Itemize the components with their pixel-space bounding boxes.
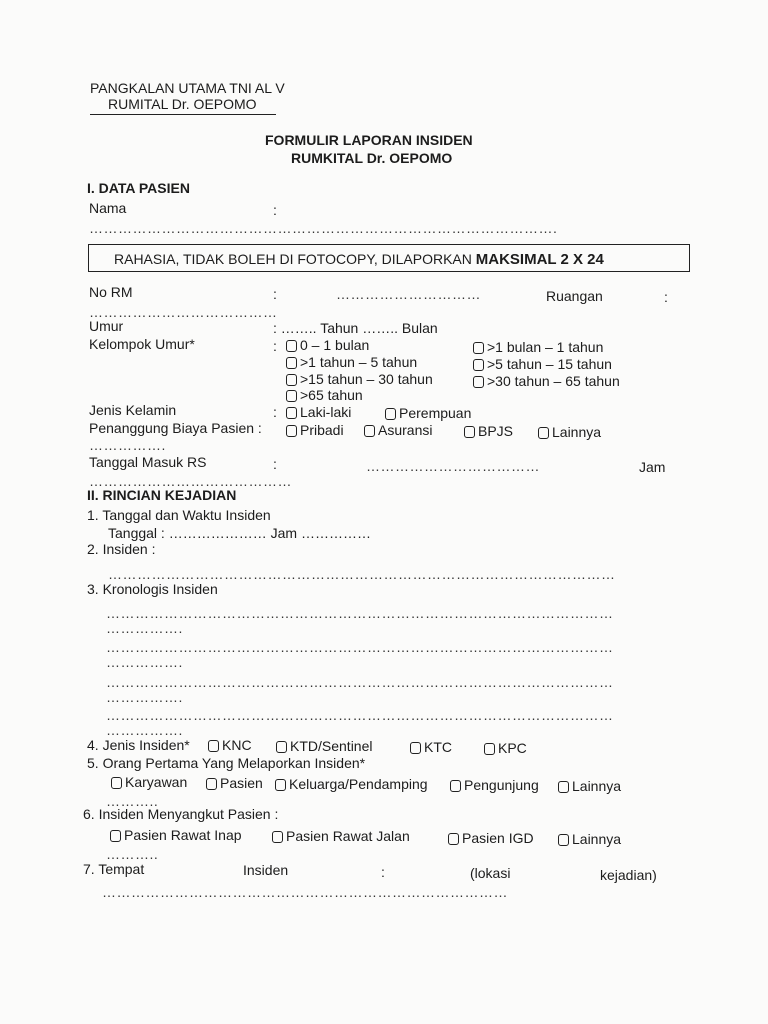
confidential-notice: RAHASIA, TIDAK BOLEH DI FOTOCOPY, DILAPORKAN MAKSIMAL 2 X 24 [114, 251, 604, 268]
age-option-30-65-tahun[interactable]: >30 tahun – 65 tahun [473, 373, 620, 389]
pasien-option-igd[interactable]: Pasien IGD [448, 830, 534, 846]
item7-insiden: Insiden [243, 862, 289, 878]
checkbox-icon [275, 779, 286, 791]
checkbox-icon [208, 740, 219, 752]
norm-field[interactable]: ………………………… [336, 286, 481, 302]
checkbox-icon [464, 426, 475, 438]
age-option-1bulan-1tahun[interactable]: >1 bulan – 1 tahun [473, 339, 603, 355]
item5-label: 5. Orang Pertama Yang Melaporkan Insiden* [87, 755, 366, 771]
biaya-option-asuransi[interactable]: Asuransi [364, 422, 432, 438]
umur-value[interactable]: : …….. Tahun …….. Bulan [273, 320, 438, 336]
form-subtitle: RUMKITAL Dr. OEPOMO [291, 150, 453, 166]
pasien-other-field[interactable]: ……….. [106, 846, 159, 862]
ruangan-colon: : [664, 289, 668, 305]
checkbox-icon [276, 741, 287, 753]
jenis-option-ktd-sentinel[interactable]: KTD/Sentinel [276, 738, 372, 754]
kronologis-line-3b[interactable]: ……………. [106, 689, 183, 705]
biaya-label: Penanggung Biaya Pasien : [89, 420, 262, 436]
checkbox-icon [385, 408, 396, 420]
kronologis-line-1[interactable]: …………………………………………………………………………………………… [106, 605, 614, 621]
checkbox-icon [111, 777, 122, 789]
header-underline [90, 114, 276, 115]
kelompok-umur-label: Kelompok Umur* [89, 336, 195, 352]
nama-field[interactable]: ……………………………………………………………………………………. [89, 220, 558, 236]
nama-label: Nama [89, 200, 127, 216]
item7-label: 7. Tempat [83, 861, 145, 877]
age-option-0-1-bulan[interactable]: 0 – 1 bulan [286, 337, 369, 353]
pasien-option-rawat-jalan[interactable]: Pasien Rawat Jalan [272, 828, 410, 844]
tempat-field[interactable]: ………………………………………………………………………… [102, 884, 508, 900]
age-option-65-tahun[interactable]: >65 tahun [286, 387, 363, 403]
biaya-option-pribadi[interactable]: Pribadi [286, 422, 344, 438]
checkbox-icon [558, 781, 569, 793]
ruangan-label: Ruangan [546, 288, 603, 304]
jk-option-laki-laki[interactable]: Laki-laki [286, 404, 351, 420]
kronologis-line-2[interactable]: …………………………………………………………………………………………… [106, 639, 614, 655]
kronologis-line-4[interactable]: …………………………………………………………………………………………… [106, 707, 614, 723]
item3-label: 3. Kronologis Insiden [87, 581, 218, 597]
tanggal-masuk-field[interactable]: ……………………………… [366, 458, 540, 474]
checkbox-icon [272, 831, 283, 843]
checkbox-icon [484, 743, 495, 755]
umur-label: Umur [89, 318, 124, 334]
kronologis-line-4b[interactable]: ……………. [106, 722, 183, 738]
form-title: FORMULIR LAPORAN INSIDEN [265, 132, 473, 148]
item1-label: 1. Tanggal dan Waktu Insiden [87, 507, 271, 523]
jam-field[interactable]: …………………………………… [89, 473, 292, 489]
biaya-option-lainnya[interactable]: Lainnya [538, 424, 601, 440]
jenis-option-kpc[interactable]: KPC [484, 740, 527, 756]
jenis-option-knc[interactable]: KNC [208, 737, 252, 753]
org-line1: PANGKALAN UTAMA TNI AL V [90, 80, 285, 96]
checkbox-icon [538, 427, 549, 439]
checkbox-icon [206, 778, 217, 790]
pelapor-option-pasien[interactable]: Pasien [206, 775, 263, 791]
kronologis-line-2b[interactable]: ……………. [106, 654, 183, 670]
jenis-kelamin-label: Jenis Kelamin [89, 402, 177, 418]
section1-heading: I. DATA PASIEN [87, 180, 190, 196]
item7-kejadian: kejadian) [600, 867, 657, 883]
checkbox-icon [286, 425, 297, 437]
jam-label: Jam [639, 459, 666, 475]
checkbox-icon [558, 834, 569, 846]
item2-field[interactable]: …………………………………………………………………………………………… [108, 566, 616, 582]
section2-heading: II. RINCIAN KEJADIAN [87, 487, 237, 503]
pasien-option-lainnya[interactable]: Lainnya [558, 831, 621, 847]
tanggal-masuk-label: Tanggal Masuk RS [89, 454, 207, 470]
checkbox-icon [473, 359, 484, 371]
kelompok-colon: : [273, 338, 277, 354]
checkbox-icon [473, 376, 484, 388]
pasien-option-rawat-inap[interactable]: Pasien Rawat Inap [110, 827, 242, 843]
checkbox-icon [448, 833, 459, 845]
kronologis-line-1b[interactable]: ……………. [106, 620, 183, 636]
jk-option-perempuan[interactable]: Perempuan [385, 405, 471, 421]
item2-label: 2. Insiden : [87, 541, 156, 557]
norm-colon: : [273, 286, 277, 302]
jk-colon: : [273, 404, 277, 420]
item1-value[interactable]: Tanggal : ………………… Jam …………… [108, 525, 371, 541]
pelapor-option-keluarga[interactable]: Keluarga/Pendamping [275, 776, 428, 792]
checkbox-icon [286, 357, 297, 369]
item7-colon: : [381, 864, 385, 880]
pelapor-option-pengunjung[interactable]: Pengunjung [450, 777, 539, 793]
pelapor-option-karyawan[interactable]: Karyawan [111, 774, 187, 790]
org-line2: RUMITAL Dr. OEPOMO [108, 96, 257, 112]
kronologis-line-3[interactable]: …………………………………………………………………………………………… [106, 674, 614, 690]
ruangan-field[interactable]: ………………………………… [89, 304, 278, 320]
age-option-15-30-tahun[interactable]: >15 tahun – 30 tahun [286, 371, 433, 387]
tanggal-colon: : [273, 456, 277, 472]
checkbox-icon [110, 830, 121, 842]
item6-label: 6. Insiden Menyangkut Pasien : [83, 806, 279, 822]
age-option-1-5-tahun[interactable]: >1 tahun – 5 tahun [286, 354, 417, 370]
checkbox-icon [473, 342, 484, 354]
biaya-other-field[interactable]: ……………. [89, 437, 166, 453]
checkbox-icon [364, 425, 375, 437]
biaya-option-bpjs[interactable]: BPJS [464, 423, 513, 439]
pelapor-option-lainnya[interactable]: Lainnya [558, 778, 621, 794]
pelapor-other-field[interactable]: ……….. [106, 793, 159, 809]
checkbox-icon [450, 780, 461, 792]
norm-label: No RM [89, 284, 133, 300]
checkbox-icon [286, 407, 297, 419]
checkbox-icon [410, 742, 421, 754]
jenis-option-ktc[interactable]: KTC [410, 739, 452, 755]
checkbox-icon [286, 390, 297, 402]
checkbox-icon [286, 374, 297, 386]
item4-label: 4. Jenis Insiden* [87, 737, 190, 753]
item7-lokasi: (lokasi [470, 865, 511, 881]
age-option-5-15-tahun[interactable]: >5 tahun – 15 tahun [473, 356, 612, 372]
checkbox-icon [286, 340, 297, 352]
nama-colon: : [273, 202, 277, 218]
